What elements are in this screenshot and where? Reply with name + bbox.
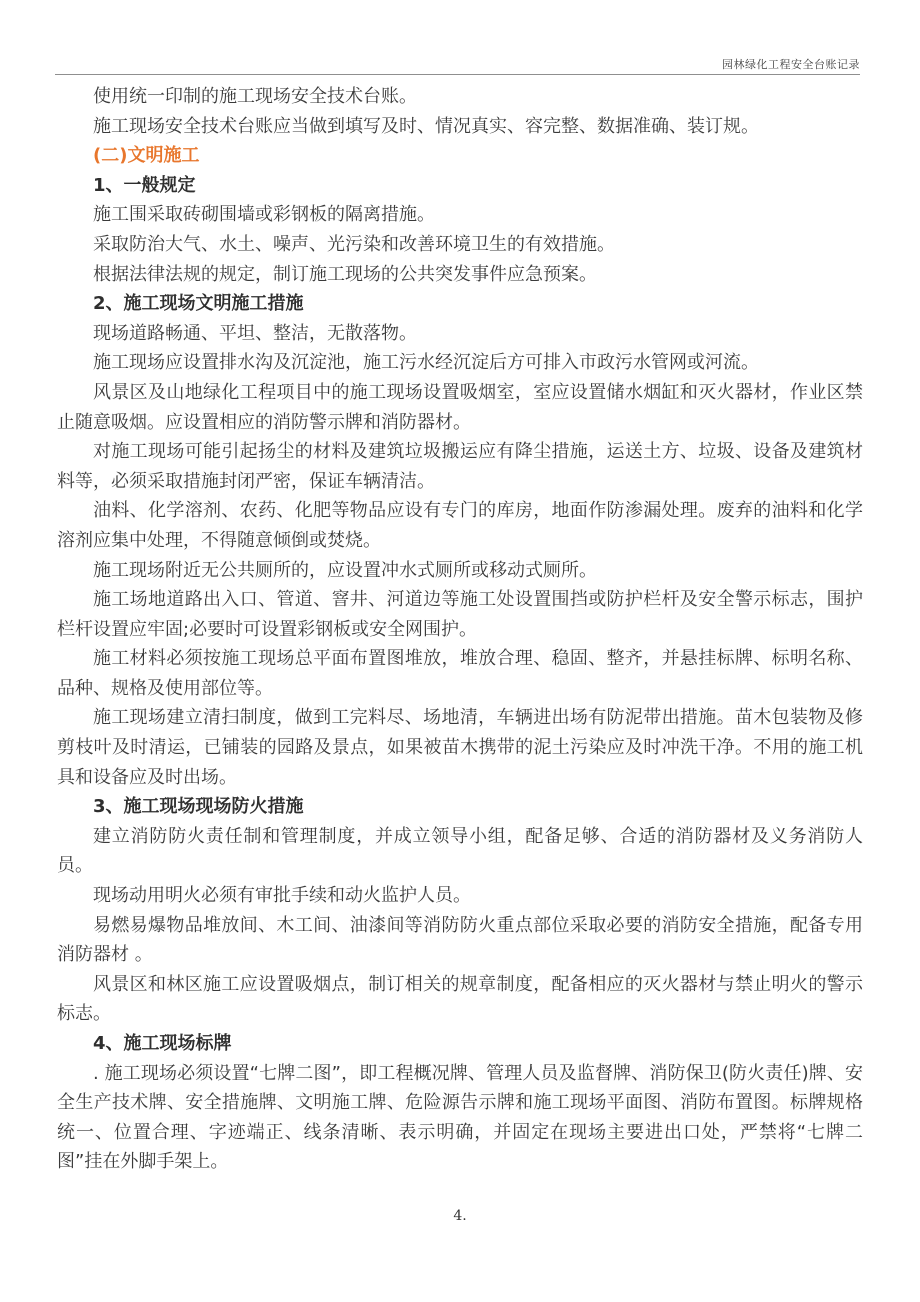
paragraph: 现场道路畅通、平坦、整洁，无散落物。 xyxy=(93,322,417,344)
paragraph: 风景区及山地绿化工程项目中的施工现场设置吸烟室，室应设置储水烟缸和灭火器材，作业区禁止随意吸烟。应设置相应的消防警示牌和消防器材。 xyxy=(57,381,863,433)
paragraph: 采取防治大气、水土、噪声、光污染和改善环境卫生的有效措施。 xyxy=(93,233,615,255)
paragraph: 施工场地道路出入口、管道、窨井、河道边等施工处设置围挡或防护栏杆及安全警示标志，围护栏杆设置应牢固;必要时可设置彩钢板或安全网围护。 xyxy=(57,589,863,640)
paragraph: 施工现场应设置排水沟及沉淀池，施工污水经沉淀后方可排入市政污水管网或河流。 xyxy=(93,352,759,374)
page-footer xyxy=(0,1205,920,1224)
paragraph: 对施工现场可能引起扬尘的材料及建筑垃圾搬运应有降尘措施，运送土方、垃圾、设备及建筑材料等，必须采取措施封闭严密，保证车辆清洁。 xyxy=(57,441,863,492)
paragraph: 施工现场建立清扫制度，做到工完料尽、场地清，车辆进出场有防泥带出措施。苗木包装物及修剪枝叶及时清运，已铺装的园路及景点，如果被苗木携带的泥土污染应及时冲洗干净。不用的施工机具和设备应及时出场。 xyxy=(57,707,863,788)
sub-heading: 1、一般规定 xyxy=(93,174,196,196)
paragraph: . 施工现场必须设置“七牌二图”，即工程概况牌、管理人员及监督牌、消防保卫(防火责任)牌、安全生产技术牌、安全措施牌、文明施工牌、危险源告示牌和施工现场平面图、消防布置图。标牌规格统一、位置合理、字迹端正、线条清晰、表示明确，并固定在现场主要进出口处，严禁将“七牌二图”挂在外脚手架上。 xyxy=(57,1062,863,1173)
paragraph: 施工材料必须按施工现场总平面布置图堆放，堆放合理、稳固、整齐，并悬挂标牌、标明名称、品种、规格及使用部位等。 xyxy=(57,648,863,699)
paragraph: 现场动用明火必须有审批手续和动火监护人员。 xyxy=(93,885,471,907)
paragraph: 施工现场安全技术台账应当做到填写及时、情况真实、容完整、数据准确、装订规。 xyxy=(93,115,759,137)
page-number: 4. xyxy=(453,1208,467,1224)
page-header xyxy=(55,0,860,75)
paragraph: 油料、化学溶剂、农药、化肥等物品应设有专门的库房，地面作防渗漏处理。废弃的油料和化学溶剂应集中处理，不得随意倾倒或焚烧。 xyxy=(57,500,863,551)
sub-heading: 3、施工现场现场防火措施 xyxy=(93,796,304,818)
paragraph: 易燃易爆物品堆放间、木工间、油漆间等消防防火重点部位采取必要的消防安全措施，配备专用消防器材 。 xyxy=(57,914,863,966)
paragraph: 施工围采取砖砌围墙或彩钢板的隔离措施。 xyxy=(93,204,435,226)
header-title: 园林绿化工程安全台账记录 xyxy=(722,58,860,71)
paragraph: 建立消防防火责任制和管理制度，并成立领导小组，配备足够、合适的消防器材及义务消防人员。 xyxy=(57,825,863,877)
section-heading-accent: (二)文明施工 xyxy=(93,145,200,167)
paragraph: 施工现场附近无公共厕所的，应设置冲水式厕所或移动式厕所。 xyxy=(93,559,597,581)
paragraph: 风景区和林区施工应设置吸烟点，制订相关的规章制度，配备相应的灭火器材与禁止明火的警示标志。 xyxy=(57,973,863,1025)
sub-heading: 4、施工现场标牌 xyxy=(93,1033,232,1054)
paragraph: 根据法律法规的规定，制订施工现场的公共突发事件应急预案。 xyxy=(93,263,597,285)
document-body xyxy=(57,82,863,1177)
paragraph: 使用统一印制的施工现场安全技术台账。 xyxy=(93,86,417,107)
sub-heading: 2、施工现场文明施工措施 xyxy=(93,293,304,315)
